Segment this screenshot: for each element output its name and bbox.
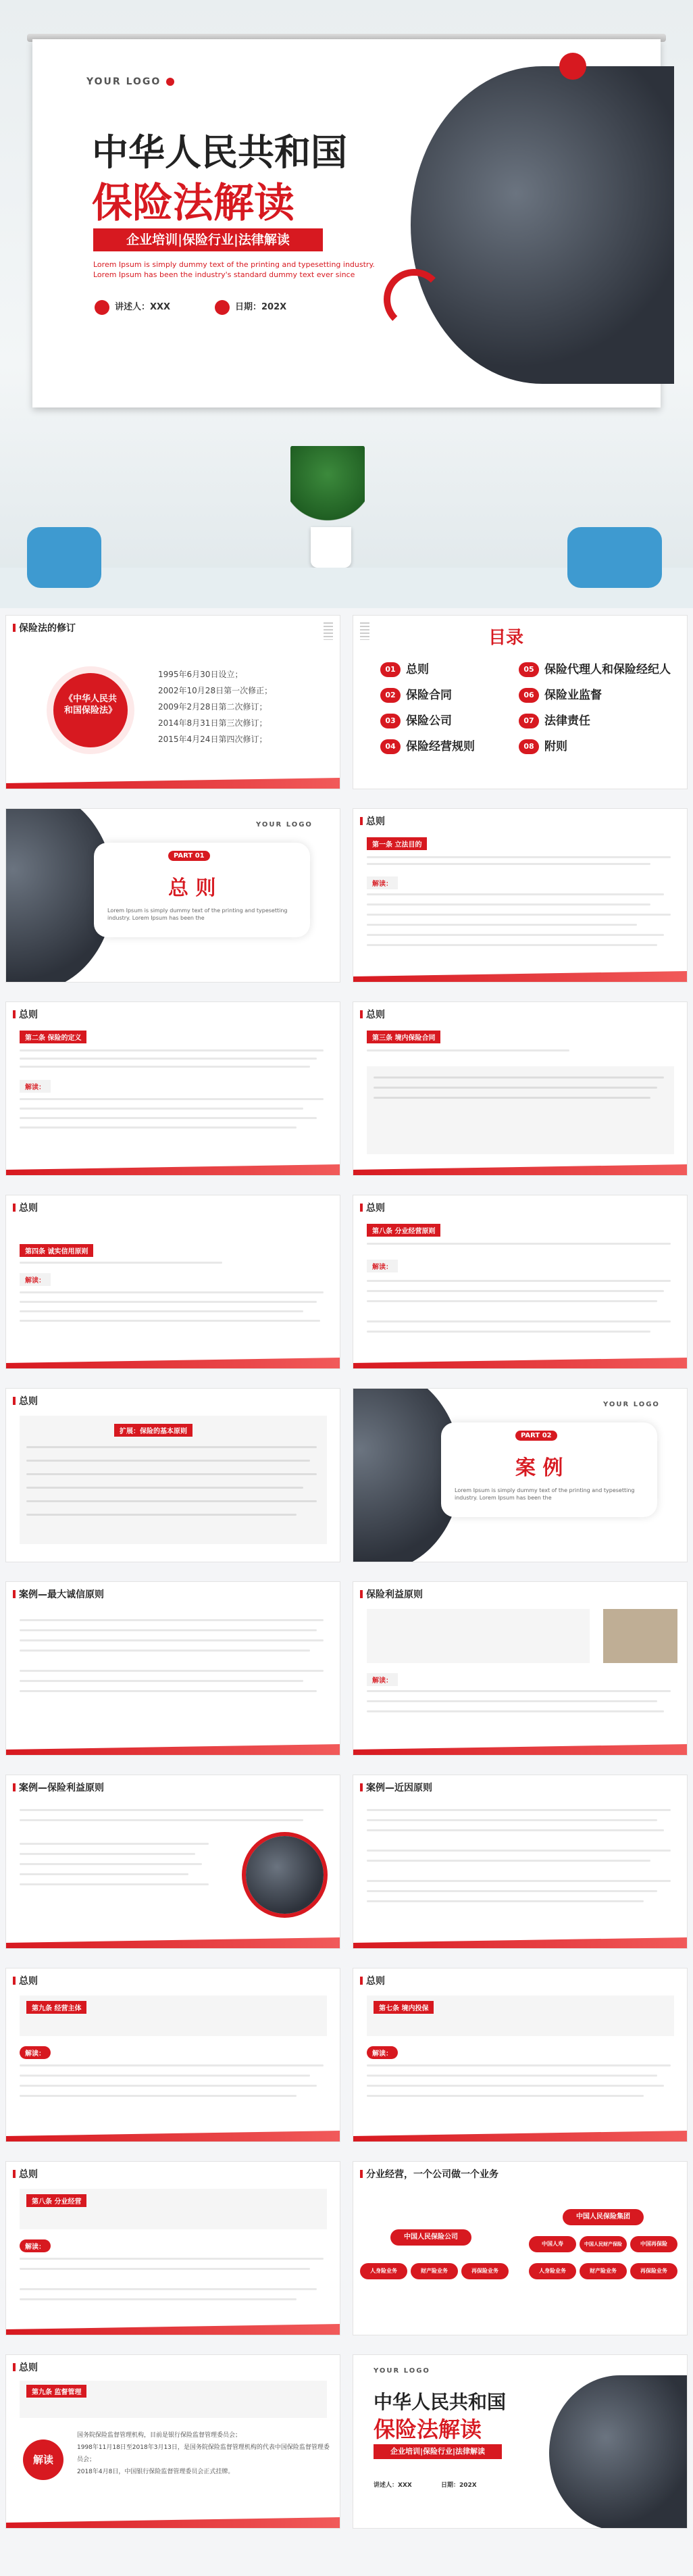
slide-title: 案例—保险利益原则 [13, 1781, 104, 1794]
law-circle: 《中华人民共和国保险法》 [53, 673, 128, 747]
speaker: 讲述人：XXX [374, 2482, 412, 2489]
pot [311, 527, 351, 568]
slide-zongze-6 [5, 1388, 340, 1562]
cover-title-1: 中华人民共和国 [92, 130, 347, 174]
slide-zongze-9 [5, 2161, 340, 2335]
bottom-wave [353, 968, 687, 982]
slide-title: 总则 [13, 1974, 38, 1987]
date: 日期：202X [215, 299, 286, 315]
logo: YOUR LOGO [374, 2367, 430, 2375]
toc-item[interactable]: 07 法律责任 [519, 711, 590, 728]
speaker: 讲述人：XXX [95, 299, 170, 315]
slide-zongze-3 [353, 1001, 688, 1176]
slide-zongze-1 [353, 808, 688, 983]
interpretation-label: 解读： [20, 1273, 51, 1286]
company-head: 中国人民保险公司 [390, 2229, 471, 2246]
red-arc [384, 269, 444, 330]
article-tag: 第二条 保险的定义 [20, 1031, 86, 1043]
bottom-wave [353, 2128, 687, 2141]
bottom-wave [353, 1162, 687, 1175]
bottom-wave [6, 1355, 340, 1368]
slide-part2 [353, 1388, 688, 1562]
article-tag: 第一条 立法目的 [367, 837, 427, 850]
slide-case-2 [353, 1581, 688, 1756]
article-tag: 第八条 分业经营原则 [367, 1224, 440, 1237]
interpretation-label: 解读： [20, 2239, 51, 2252]
chair-right [567, 527, 662, 588]
slide-case-1 [5, 1581, 340, 1756]
slide-case-3 [5, 1775, 340, 1949]
toc-item[interactable]: 08 附则 [519, 737, 567, 754]
slide-title: 总则 [360, 1974, 385, 1987]
handshake-photo [549, 2375, 688, 2529]
cover-banner: 企业培训|保险行业|法律解读 [93, 228, 323, 251]
slide-title: 总则 [13, 1008, 38, 1021]
slide-closing [353, 2354, 688, 2529]
article-tag: 第三条 境内保险合同 [367, 1031, 440, 1043]
slide-zongze-10 [5, 2354, 340, 2529]
bottom-wave [6, 775, 340, 789]
slide-history [5, 615, 340, 789]
group-head: 中国人民保险集团 [563, 2209, 644, 2225]
interpretation-label: 解读： [20, 1080, 51, 1093]
slide-zongze-2 [5, 1001, 340, 1176]
date: 日期：202X [441, 2482, 477, 2489]
slide-toc [353, 615, 688, 789]
supervision-list: 国务院保险监督管理机构，目前是银行保险监督管理委员会； 1998年11月18日至2018年3月13日，是国务院保险监督管理机构的代表中国保险监督管理委员会； 2018年4月8日，中国银行保险监督管理委员会正式挂牌。 [77, 2432, 330, 2475]
part-desc: Lorem Ipsum is simply dummy text of the printing and typesetting industry. Lorem Ipsum has been the [455, 1487, 635, 1501]
toc-item[interactable]: 01 总则 [380, 660, 429, 677]
slide-title: 总则 [360, 1201, 385, 1214]
logo: YOUR LOGO [86, 76, 174, 87]
slide-title: 总则 [13, 1394, 38, 1408]
revision-list: 1995年6月30日设立； 2002年10月28日第一次修正； 2009年2月28日第二次修订； 2014年8月31日第三次修订； 2015年4月24日第四次修订； [158, 670, 273, 744]
closing-banner: 企业培训|保险行业|法律解读 [374, 2444, 502, 2459]
bottom-wave [6, 1935, 340, 1948]
blocks-photo [603, 1609, 677, 1663]
slide-title: 案例—近因原则 [360, 1781, 432, 1794]
slide-zongze-8 [353, 1968, 688, 2142]
interpretation-label: 解读： [367, 1260, 398, 1272]
hero-scene [0, 0, 693, 608]
chair-left [27, 527, 101, 588]
toc-item[interactable]: 05 保险代理人和保险经纪人 [519, 660, 671, 677]
corner-decor [324, 622, 333, 640]
closing-title-1: 中华人民共和国 [374, 2391, 507, 2413]
part-desc: Lorem Ipsum is simply dummy text of the printing and typesetting industry. Lorem Ipsum has been the [107, 908, 288, 921]
toc-title: 目录 [488, 628, 524, 648]
article-tag: 第七条 境内投保 [374, 2001, 434, 2014]
toc-item[interactable]: 06 保险业监督 [519, 685, 602, 703]
interpretation-label: 解读： [367, 876, 398, 889]
bottom-wave [6, 2321, 340, 2335]
text-box [367, 1066, 674, 1154]
article-tag: 第九条 经营主体 [26, 2001, 86, 2014]
slide-separate: 分业经营，一个公司做一个业务 中国人民保险公司 人身险业务 财产险业务 再保险业务 中国人民保险集团 中国人寿 中国人民财产保险 中国再保险 人身险业务 财产险业务 再保险业务 [353, 2161, 688, 2335]
slide-case-4 [353, 1775, 688, 1949]
interpretation-badge: 解读 [23, 2439, 63, 2480]
toc-item[interactable]: 04 保险经营规则 [380, 737, 475, 754]
interpretation-label: 解读： [367, 1673, 398, 1686]
slide-title: 案例—最大诚信原则 [13, 1587, 104, 1601]
bottom-wave [6, 1741, 340, 1755]
logo: YOUR LOGO [603, 1401, 660, 1408]
bottom-wave [353, 1935, 687, 1948]
slide-title: 保险法的修订 [13, 621, 76, 635]
bottom-wave [353, 1741, 687, 1755]
slide-title: 总则 [360, 1008, 385, 1021]
toc-item[interactable]: 03 保险公司 [380, 711, 452, 728]
slide-zongze-4 [5, 1195, 340, 1369]
part-title: 案 例 [515, 1456, 563, 1480]
bottom-wave [6, 2515, 340, 2528]
plant [290, 446, 365, 541]
interpretation-label: 解读： [20, 2046, 51, 2059]
part-title: 总 则 [168, 876, 216, 900]
part-tag: PART 02 [515, 1431, 557, 1441]
slide-title: 总则 [13, 2360, 38, 2374]
part-tag: PART 01 [168, 851, 210, 861]
cover-desc: Lorem Ipsum is simply dummy text of the printing and typesetting industry. Lorem Ipsum has been the industry's standard dummy text ever since [93, 260, 375, 279]
corner-decor [360, 622, 369, 640]
slide-zongze-7 [5, 1968, 340, 2142]
article-tag: 扩展：保险的基本原则 [114, 1424, 192, 1437]
interpretation-label: 解读： [367, 2046, 398, 2059]
slide-zongze-5 [353, 1195, 688, 1369]
article-tag: 第九条 监督管理 [26, 2385, 86, 2398]
slide-title: 总则 [13, 1201, 38, 1214]
handshake-photo [411, 66, 674, 384]
closing-title-2: 保险法解读 [374, 2417, 482, 2442]
bottom-wave [353, 1355, 687, 1368]
bottom-wave [6, 2128, 340, 2141]
slide-title: 总则 [360, 814, 385, 828]
text-box [367, 1609, 590, 1663]
slide-part1 [5, 808, 340, 983]
logo: YOUR LOGO [256, 821, 313, 828]
cover-slide [32, 39, 661, 407]
article-tag: 第八条 分业经营 [26, 2194, 86, 2207]
cover-title-2: 保险法解读 [92, 180, 294, 227]
slide-title: 总则 [13, 2167, 38, 2181]
red-dot-decor [559, 53, 586, 80]
chess-photo [246, 1836, 324, 1914]
slide-title: 保险利益原则 [360, 1587, 423, 1601]
toc-item[interactable]: 02 保险合同 [380, 685, 452, 703]
slide-title: 分业经营，一个公司做一个业务 [360, 2167, 498, 2181]
bottom-wave [6, 1162, 340, 1175]
article-tag: 第四条 诚实信用原则 [20, 1244, 93, 1257]
